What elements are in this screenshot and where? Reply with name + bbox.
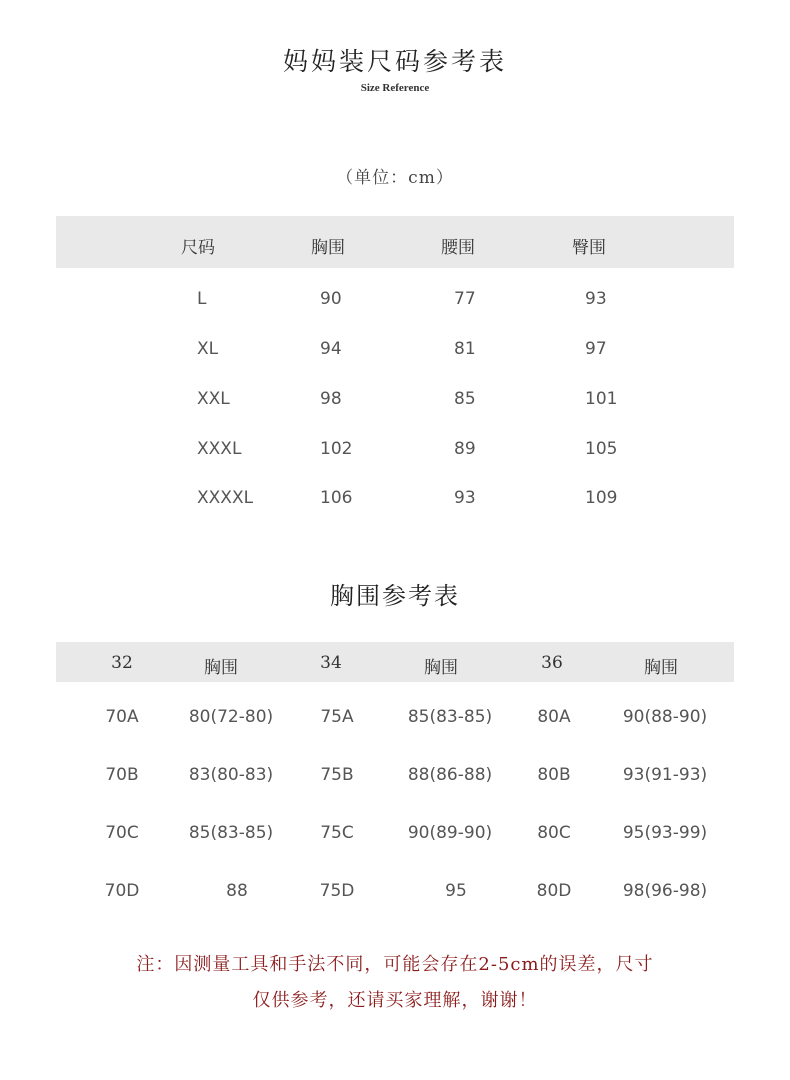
cup-size-cell: 70A bbox=[105, 707, 139, 727]
cup-size-cell: 80A bbox=[537, 707, 571, 727]
measurement-note-line-1: 注：因测量工具和手法不同，可能会存在2-5cm的误差，尺寸 bbox=[136, 954, 654, 975]
bust-range-cell: 88 bbox=[226, 881, 248, 901]
size-cell: L bbox=[197, 289, 207, 309]
cup-size-cell: 75C bbox=[320, 823, 354, 843]
bust-cell: 106 bbox=[320, 488, 353, 508]
size-cell: XXL bbox=[197, 389, 230, 409]
cup-size-cell: 75D bbox=[319, 881, 355, 901]
cup-size-cell: 80D bbox=[536, 881, 572, 901]
bust-range-cell: 90(88-90) bbox=[622, 707, 708, 727]
cup-size-cell: 75B bbox=[320, 765, 354, 785]
cup-size-cell: 80C bbox=[537, 823, 571, 843]
bust-range-cell: 95 bbox=[445, 881, 467, 901]
size-table-header-bust: 胸围 bbox=[311, 238, 345, 258]
bust-table-header-36: 36 bbox=[541, 653, 563, 673]
bust-range-cell: 93(91-93) bbox=[622, 765, 708, 785]
cup-size-cell: 70D bbox=[104, 881, 140, 901]
hip-cell: 97 bbox=[585, 339, 607, 359]
size-table-header-hip: 臀围 bbox=[572, 238, 606, 258]
size-table-header-waist: 腰围 bbox=[441, 238, 475, 258]
waist-cell: 93 bbox=[454, 488, 476, 508]
cup-size-cell: 70B bbox=[105, 765, 139, 785]
unit-label: （单位：cm） bbox=[336, 168, 454, 188]
bust-section-title: 胸围参考表 bbox=[330, 582, 460, 610]
hip-cell: 101 bbox=[585, 389, 618, 409]
bust-range-cell: 98(96-98) bbox=[622, 881, 708, 901]
bust-table-header-34: 34 bbox=[320, 653, 342, 673]
bust-cell: 90 bbox=[320, 289, 342, 309]
cup-size-cell: 75A bbox=[320, 707, 354, 727]
bust-range-cell: 85(83-85) bbox=[407, 707, 493, 727]
bust-table-header-bust-2: 胸围 bbox=[424, 658, 458, 678]
size-table-header-size: 尺码 bbox=[181, 238, 215, 258]
hip-cell: 105 bbox=[585, 439, 618, 459]
bust-cell: 102 bbox=[320, 439, 353, 459]
bust-range-cell: 85(83-85) bbox=[188, 823, 274, 843]
bust-cell: 94 bbox=[320, 339, 342, 359]
bust-table-header-band bbox=[56, 642, 734, 682]
waist-cell: 77 bbox=[454, 289, 476, 309]
hip-cell: 93 bbox=[585, 289, 607, 309]
bust-table-header-bust-3: 胸围 bbox=[644, 658, 678, 678]
size-cell: XXXL bbox=[197, 439, 242, 459]
bust-cell: 98 bbox=[320, 389, 342, 409]
measurement-note-line-2: 仅供参考，还请买家理解，谢谢！ bbox=[252, 990, 538, 1011]
page-title: 妈妈装尺码参考表 bbox=[282, 47, 507, 76]
page-subtitle: Size Reference bbox=[360, 82, 430, 94]
size-cell: XL bbox=[197, 339, 219, 359]
bust-range-cell: 88(86-88) bbox=[407, 765, 493, 785]
bust-table-header-bust-1: 胸围 bbox=[204, 658, 238, 678]
waist-cell: 81 bbox=[454, 339, 476, 359]
bust-range-cell: 95(93-99) bbox=[622, 823, 708, 843]
size-cell: XXXXL bbox=[197, 488, 254, 508]
bust-range-cell: 90(89-90) bbox=[407, 823, 493, 843]
bust-range-cell: 83(80-83) bbox=[188, 765, 274, 785]
waist-cell: 85 bbox=[454, 389, 476, 409]
hip-cell: 109 bbox=[585, 488, 618, 508]
cup-size-cell: 70C bbox=[105, 823, 139, 843]
size-table-header-band bbox=[56, 216, 734, 268]
cup-size-cell: 80B bbox=[537, 765, 571, 785]
waist-cell: 89 bbox=[454, 439, 476, 459]
bust-table-header-32: 32 bbox=[111, 653, 133, 673]
bust-range-cell: 80(72-80) bbox=[188, 707, 274, 727]
